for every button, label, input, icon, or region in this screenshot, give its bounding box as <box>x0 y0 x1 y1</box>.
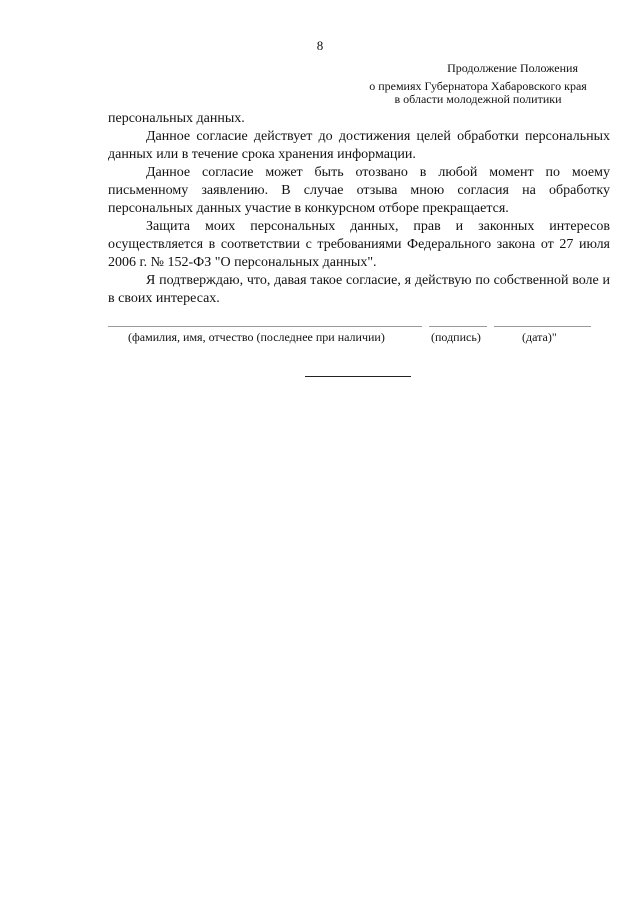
paragraph: Защита моих персональных данных, прав и законных интересов осуществляется в соответствии с требованиями Федерального закона от 27 июля 2006 г. № 152-ФЗ "О персональных данных". <box>108 219 610 270</box>
date-signature-line <box>494 326 591 327</box>
continuation-line-1: о премиях Губернатора Хабаровского края <box>369 79 587 93</box>
continuation-header <box>308 62 608 106</box>
paragraph: Данное согласие действует до достижения целей обработки персональных данных или в течение срока хранения информации. <box>108 129 610 162</box>
signature-lines <box>108 326 610 327</box>
body-text <box>108 110 610 308</box>
name-caption: (фамилия, имя, отчество (последнее при наличии) <box>128 330 385 344</box>
end-rule <box>305 376 411 377</box>
name-signature-line <box>108 326 422 327</box>
paragraph: Данное согласие может быть отозвано в любой момент по моему письменному заявлению. В случае отзыва мною согласия на обработку персональных данных участие в конкурсном отборе прекращается. <box>108 165 610 216</box>
page-number: 8 <box>316 38 324 53</box>
continuation-line-2: в области молодежной политики <box>394 92 562 106</box>
date-caption: (дата)" <box>522 330 557 344</box>
continuation-title: Продолжение Положения <box>447 61 578 75</box>
sign-caption: (подпись) <box>431 330 481 344</box>
paragraph: Я подтверждаю, что, давая такое согласие, я действую по собственной воле и в своих интересах. <box>108 273 610 306</box>
sign-signature-line <box>429 326 487 327</box>
paragraph: персональных данных. <box>108 111 245 126</box>
